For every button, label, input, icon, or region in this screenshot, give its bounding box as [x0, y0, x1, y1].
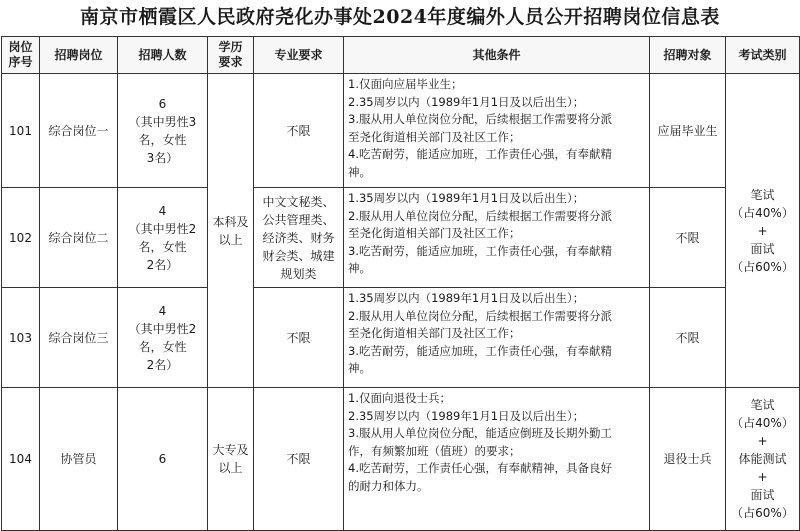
header-conditions: 其他条件 [344, 37, 650, 74]
edu-cell: 大专及 以上 [208, 388, 254, 531]
table-row [2, 288, 800, 388]
count-cell: 4 （其中男性2 名，女性 2名） [118, 188, 208, 288]
major-cell: 不限 [254, 288, 344, 388]
header-edu: 学历 要求 [208, 37, 254, 74]
conditions-cell: 1.35周岁以内（1989年1月1日及以后出生）； 2.服从用人单位岗位分配，后续根据工作需要将分派 至尧化街道相关部门及社区工作； 3.吃苦耐劳，能适应加班，工作责任心强，有奉献精 神。 [344, 288, 650, 388]
seq-cell: 101 [2, 74, 40, 188]
target-cell: 不限 [650, 288, 726, 388]
post-cell: 综合岗位一 [40, 74, 118, 188]
header-exam: 考试类别 [726, 37, 800, 74]
header-seq: 岗位 序号 [2, 37, 40, 74]
post-cell: 协管员 [40, 388, 118, 531]
target-cell: 退役士兵 [650, 388, 726, 531]
seq-cell: 102 [2, 188, 40, 288]
page-title: 南京市栖霞区人民政府尧化办事处2024年度编外人员公开招聘岗位信息表 [80, 6, 720, 28]
job-table [1, 36, 800, 531]
count-cell: 4 （其中男性2 名，女性 2名） [118, 288, 208, 388]
header-row [2, 37, 800, 74]
conditions-cell: 1.35周岁以内（1989年1月1日及以后出生）； 2.服从用人单位岗位分配，后续根据工作需要将分派 至尧化街道相关部门及社区工作； 3.吃苦耐劳，能适应加班，工作责任心强，有奉献精 神。 [344, 188, 650, 288]
target-cell: 不限 [650, 188, 726, 288]
header-count: 招聘人数 [118, 37, 208, 74]
table-row [2, 188, 800, 288]
header-major: 专业要求 [254, 37, 344, 74]
conditions-cell: 1.仅面向退役士兵； 2.35周岁以内（1989年1月1日及以后出生）； 3.服从用人单位岗位分配，能适应倒班及长期外勤工 作，有频繁加班（值班）的要求； 4.吃苦耐劳，工作责任心强，有奉献精神，具备良好 的耐力和体力。 [344, 388, 650, 531]
exam-cell: 笔试 （占40%） + 面试 （占60%） [726, 74, 800, 388]
post-cell: 综合岗位二 [40, 188, 118, 288]
target-cell: 应届毕业生 [650, 74, 726, 188]
seq-cell: 104 [2, 388, 40, 531]
seq-cell: 103 [2, 288, 40, 388]
header-target: 招聘对象 [650, 37, 726, 74]
count-cell: 6 （其中男性3 名，女性 3名） [118, 74, 208, 188]
header-post: 招聘岗位 [40, 37, 118, 74]
edu-cell: 本科及 以上 [208, 74, 254, 388]
conditions-cell: 1.仅面向应届毕业生； 2.35周岁以内（1989年1月1日及以后出生）； 3.服从用人单位岗位分配，后续根据工作需要将分派 至尧化街道相关部门及社区工作； 4.吃苦耐劳，能适应加班，工作责任心强，有奉献精 神。 [344, 74, 650, 188]
major-cell: 中文文秘类、 公共管理类、 经济类、财务 财会类、城建 规划类 [254, 188, 344, 288]
post-cell: 综合岗位三 [40, 288, 118, 388]
count-cell: 6 [118, 388, 208, 531]
major-cell: 不限 [254, 388, 344, 531]
table-row [2, 74, 800, 188]
exam-cell: 笔试 （占40%） + 体能测试 + 面试 （占60%） [726, 388, 800, 531]
table-row [2, 388, 800, 531]
major-cell: 不限 [254, 74, 344, 188]
